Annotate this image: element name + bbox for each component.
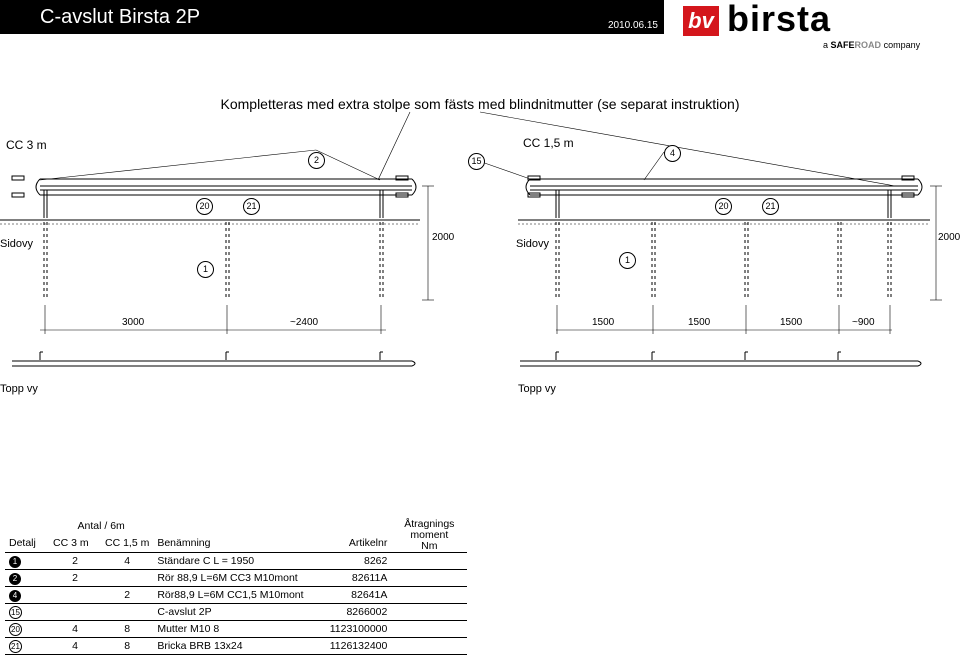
left-posts <box>44 190 383 300</box>
document-date: 2010.06.15 <box>607 20 658 31</box>
right-rails <box>526 176 922 197</box>
left-side-view-label: Sidovy <box>0 238 34 250</box>
table-row: 4 2 Rör88,9 L=6M CC1,5 M10mont 82641A <box>5 587 467 604</box>
detail-marker: 20 <box>9 623 22 636</box>
name-header: Benämning <box>153 534 311 552</box>
right-height-dim: 2000 <box>938 232 960 243</box>
detail-marker: 1 <box>9 556 21 568</box>
left-dim-2: ~2400 <box>290 317 319 328</box>
qty-header: Antal / 6m <box>77 519 125 532</box>
left-top-view-label: Topp vy <box>0 383 38 395</box>
detail-marker: 2 <box>9 573 21 585</box>
balloon-4: 4 <box>664 145 681 162</box>
detail-header: Detalj <box>5 534 49 552</box>
parts-table <box>5 517 467 655</box>
bv-mark: bv <box>683 6 719 36</box>
balloon-15: 15 <box>468 153 485 170</box>
balloon-20-right: 20 <box>715 198 732 215</box>
balloon-21-right: 21 <box>762 198 779 215</box>
table-row: 1 2 4 Ständare C L = 1950 8262 <box>5 553 467 570</box>
balloon-20-left: 20 <box>196 198 213 215</box>
right-view-title: CC 1,5 m <box>523 136 574 150</box>
brand-name: birsta <box>727 0 832 39</box>
right-dim-2: 1500 <box>688 317 711 328</box>
detail-marker: 4 <box>9 590 21 602</box>
balloon-2: 2 <box>308 152 325 169</box>
table-row: 20 4 8 Mutter M10 8 1123100000 <box>5 621 467 638</box>
left-dim-1: 3000 <box>122 317 145 328</box>
subtitle: Kompletteras med extra stolpe som fästs med blindnitmutter (se separat instruktion) <box>220 96 740 112</box>
balloon-1-right: 1 <box>619 252 636 269</box>
right-dim-4: ~900 <box>852 317 875 328</box>
table-row: 2 2 Rör 88,9 L=6M CC3 M10mont 82611A <box>5 570 467 587</box>
cc3-header: CC 3 m <box>49 534 101 552</box>
left-view-title: CC 3 m <box>6 138 47 152</box>
left-height-dim: 2000 <box>432 232 455 243</box>
torque-header: Åtragnings moment Nm <box>391 517 467 553</box>
table-row: 15 C-avslut 2P 8266002 <box>5 604 467 621</box>
table-row: 21 4 8 Bricka BRB 13x24 1126132400 <box>5 638 467 655</box>
table-header-row-1 <box>5 517 467 534</box>
detail-marker: 21 <box>9 640 22 653</box>
right-top-view-label: Topp vy <box>518 383 556 395</box>
document-title: C-avslut Birsta 2P <box>40 6 201 28</box>
detail-marker: 15 <box>9 606 22 619</box>
right-side-view-label: Sidovy <box>516 238 550 250</box>
right-dim-3: 1500 <box>780 317 803 328</box>
brand-tagline: a SAFEROAD company <box>823 40 921 50</box>
balloon-1-left: 1 <box>197 261 214 278</box>
article-header: Artikelnr <box>311 534 391 552</box>
left-rails <box>12 176 416 197</box>
balloon-21-left: 21 <box>243 198 260 215</box>
right-dim-1: 1500 <box>592 317 615 328</box>
cc15-header: CC 1,5 m <box>101 534 153 552</box>
